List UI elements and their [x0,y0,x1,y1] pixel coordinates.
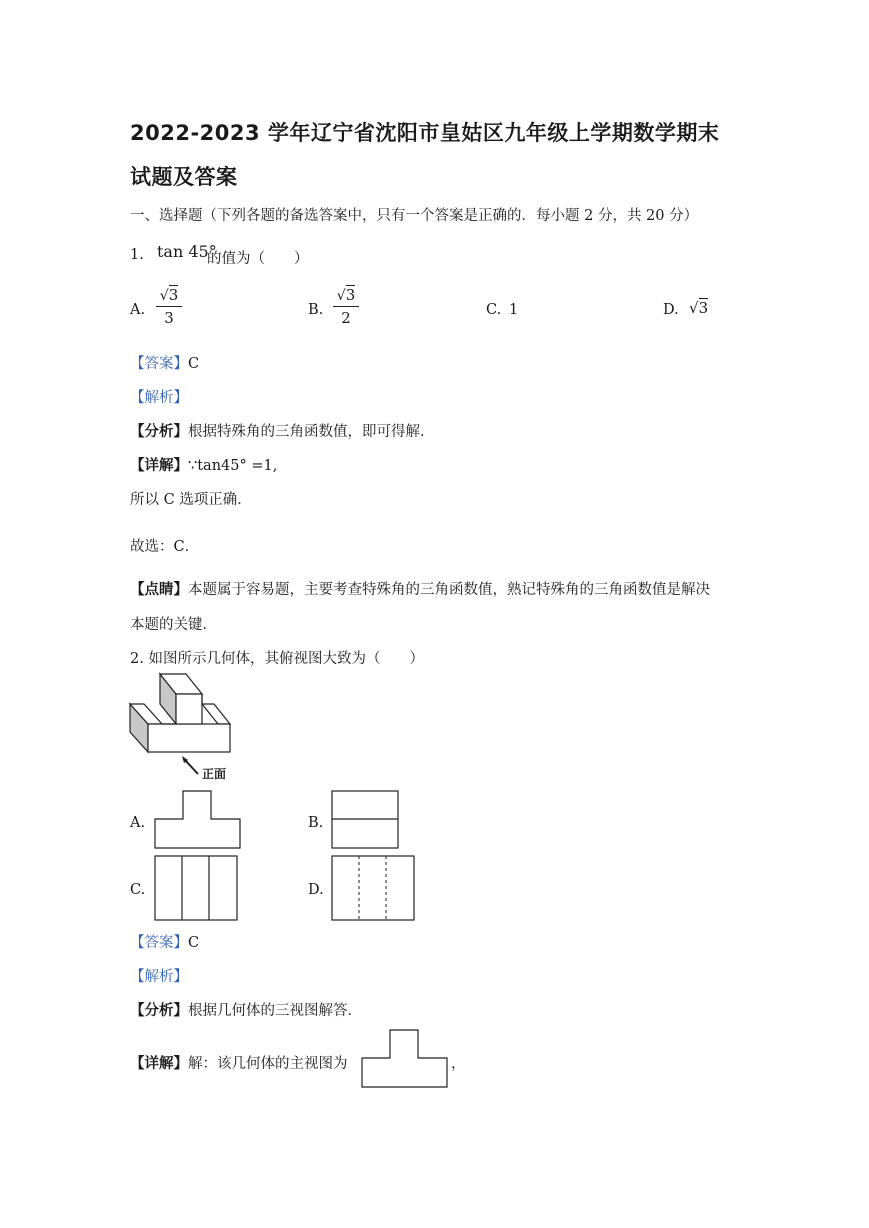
section-header: 一、选择题（下列各题的备选答案中，只有一个答案是正确的．每小题 2 分，共 20 分） [130,208,699,224]
q1-option-a-fraction: √3 3 [156,286,182,327]
q1-number: 1. [130,247,144,263]
q2-fenxi-tag: 【分析】 [130,1002,188,1019]
q2-stem: 2. 如图所示几何体，其俯视图大致为（ ） [130,651,424,667]
q1-option-c-label: C. [486,302,502,318]
document-title-line1: 2022-2023 学年辽宁省沈阳市皇姑区九年级上学期数学期末 [130,121,720,145]
q2-detail-end: ， [451,1056,466,1072]
q2-front-view-figure [361,1029,449,1089]
q1-fenxi-line [130,420,435,441]
q2-fenxi-line [130,999,362,1020]
q1-option-d-value: 3 [698,299,709,317]
q1-option-b-denominator: 2 [341,309,351,327]
q2-option-d-figure [331,855,415,921]
q2-answer-tag: 【答案】 [130,935,188,951]
q2-detail-tag: 【详解】 [130,1055,188,1072]
q2-option-c-label: C. [130,882,146,898]
q1-detail: ∵tan45° =1, [188,458,278,474]
document-title-line2: 试题及答案 [130,165,238,189]
q1-option-d-label: D. [663,302,679,318]
q2-fenxi: 根据几何体的三视图解答． [188,1003,362,1019]
q2-option-d-label: D. [308,882,324,898]
q1-option-b-fraction: √3 2 [333,286,359,327]
q1-expression: tan 45° [157,242,217,261]
q2-option-a-label: A. [130,815,146,831]
q1-answer-tag: 【答案】 [130,356,188,372]
q1-dianjing-line [130,578,710,599]
q1-option-d-sqrt: √3 [689,299,709,317]
q2-analysis-tag: 【解析】 [130,969,188,985]
q1-dianjing: 本题属于容易题，主要考查特殊角的三角函数值，熟记特殊角的三角函数值是解决 [188,582,710,598]
q1-option-c-value: 1 [509,302,519,318]
q2-detail-line [130,1052,348,1073]
q2-answer: C [188,935,200,951]
q1-answer-line [130,352,199,373]
q1-fenxi: 根据特殊角的三角函数值，即可得解． [188,424,435,440]
q1-option-b-numerator: 3 [345,286,356,304]
q1-conclusion: 所以 C 选项正确． [130,492,252,508]
q1-dianjing-line2: 本题的关键． [130,617,217,633]
q1-fenxi-tag: 【分析】 [130,423,188,440]
q2-option-b-label: B. [308,815,324,831]
q1-stem-tail: 的值为（ ） [207,251,309,267]
q2-answer-line [130,931,199,952]
q1-option-a-label: A. [130,302,146,318]
q1-option-a-denominator: 3 [164,309,174,327]
q2-front-label: 正面 [202,767,227,781]
q1-choose: 故选：C． [130,539,200,555]
q1-detail-tag: 【详解】 [130,457,188,474]
q1-detail-line [130,454,277,475]
q1-answer: C [188,356,200,372]
q2-option-b-figure [331,790,399,850]
q2-option-a-figure [154,790,242,850]
q1-option-a-numerator: 3 [168,286,179,304]
q2-detail: 解：该几何体的主视图为 [188,1056,348,1072]
q1-dianjing-tag: 【点睛】 [130,581,188,598]
q2-option-c-figure [154,855,238,921]
q1-option-b-label: B. [308,302,324,318]
q1-analysis-tag: 【解析】 [130,390,188,406]
